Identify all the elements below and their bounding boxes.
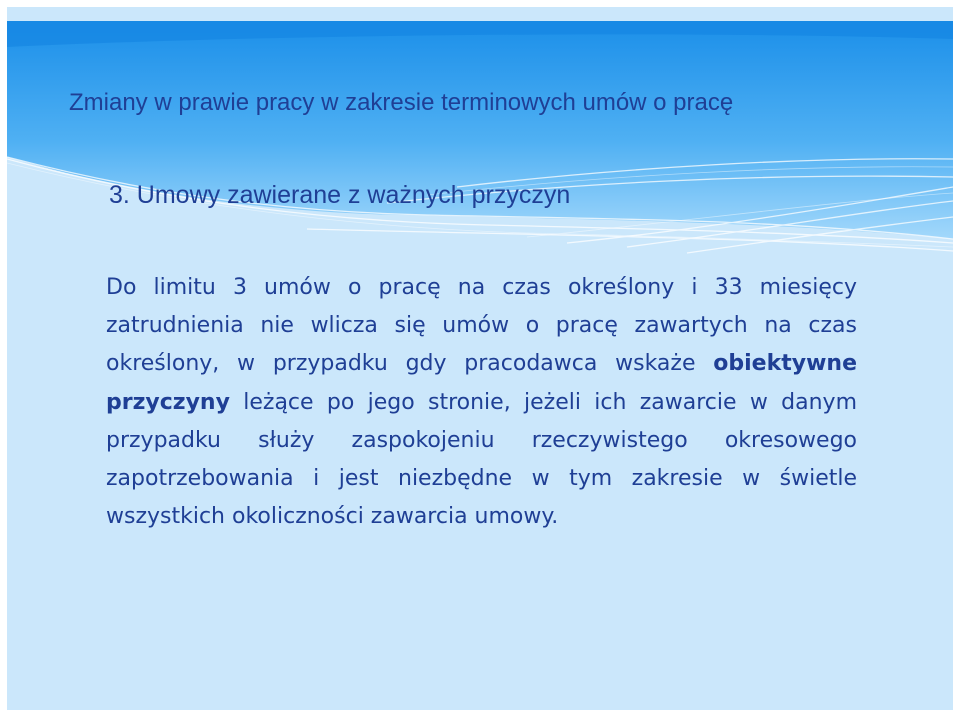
section-heading: 3. Umowy zawierane z ważnych przyczyn [109,181,571,209]
body-text-part2: leżące po jego stronie, jeżeli ich zawarcie w danym przypadku służy zaspokojeniu rzeczywistego okresowego zapotrzebowania i jest niezbędne w tym zakresie w świetle wszystkich okoliczności zawarcia umowy. [106,389,857,530]
slide-title: Zmiany w prawie pracy w zakresie terminowych umów o pracę [69,89,734,116]
body-paragraph [106,269,857,536]
body-text-part1: Do limitu 3 umów o pracę na czas określony i 33 miesięcy zatrudnienia nie wlicza się umów o pracę zawartych na czas określony, w przypadku gdy pracodawca wskaże [106,275,857,377]
slide [7,7,953,710]
emphasis-text: obiektywne przyczyny [106,351,857,415]
